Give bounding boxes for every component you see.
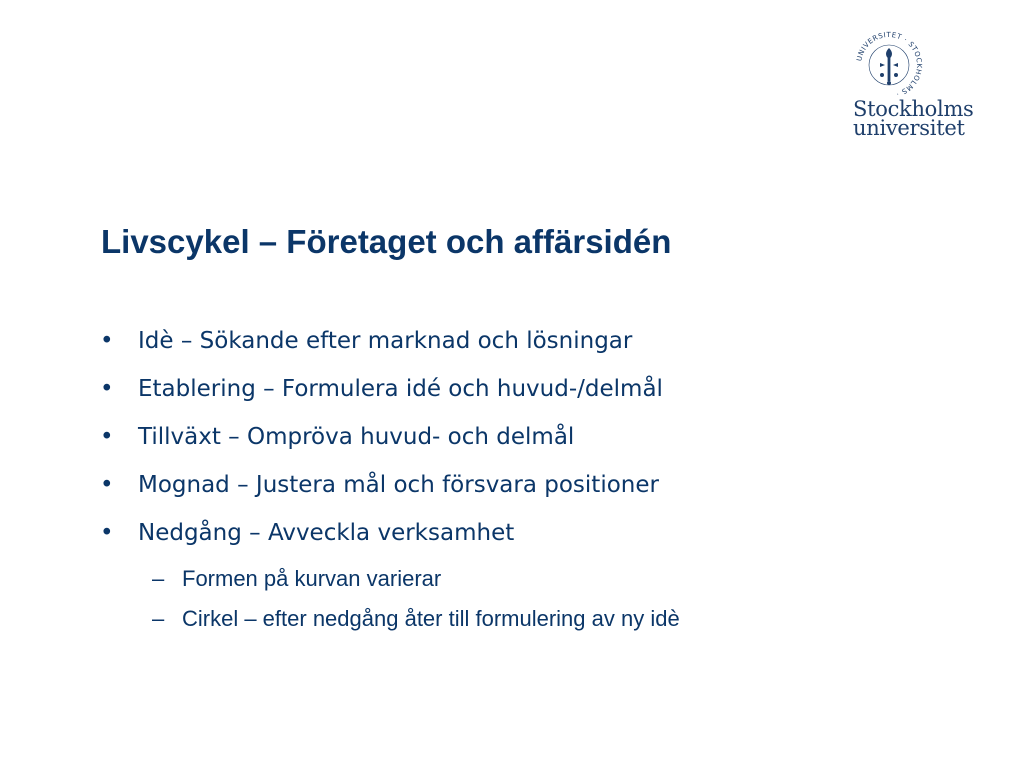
bullet-marker: • <box>100 376 114 402</box>
bullet-text: Nedgång – Avveckla verksamhet <box>138 520 515 546</box>
bullet-marker: • <box>100 520 114 546</box>
university-seal-icon <box>854 30 924 100</box>
bullet-text: Tillväxt – Ompröva huvud- och delmål <box>138 424 575 450</box>
sub-bullet-text: Formen på kurvan varierar <box>182 566 442 591</box>
sub-bullet-marker: – <box>152 606 165 631</box>
university-logo <box>848 28 998 148</box>
university-name-line-1: Stockholms <box>853 97 974 121</box>
bullet-marker: • <box>100 424 114 450</box>
sub-bullet-marker: – <box>152 566 165 591</box>
university-name-line-2: universitet <box>853 116 965 140</box>
sub-bullet-text: Cirkel – efter nedgång åter till formulering av ny idè <box>182 606 680 631</box>
svg-text:UNIVERSITET · STOCKHOLMS ·: UNIVERSITET · STOCKHOLMS · <box>855 30 924 99</box>
bullet-marker: • <box>100 328 114 354</box>
bullet-marker: • <box>100 472 114 498</box>
bullet-text: Etablering – Formulera idé och huvud-/delmål <box>138 376 663 402</box>
university-wordmark <box>853 97 974 140</box>
slide-title: Livscykel – Företaget och affärsidén <box>101 223 672 260</box>
bullet-text: Mognad – Justera mål och försvara positioner <box>138 472 659 498</box>
bullet-text: Idè – Sökande efter marknad och lösningar <box>138 328 633 354</box>
